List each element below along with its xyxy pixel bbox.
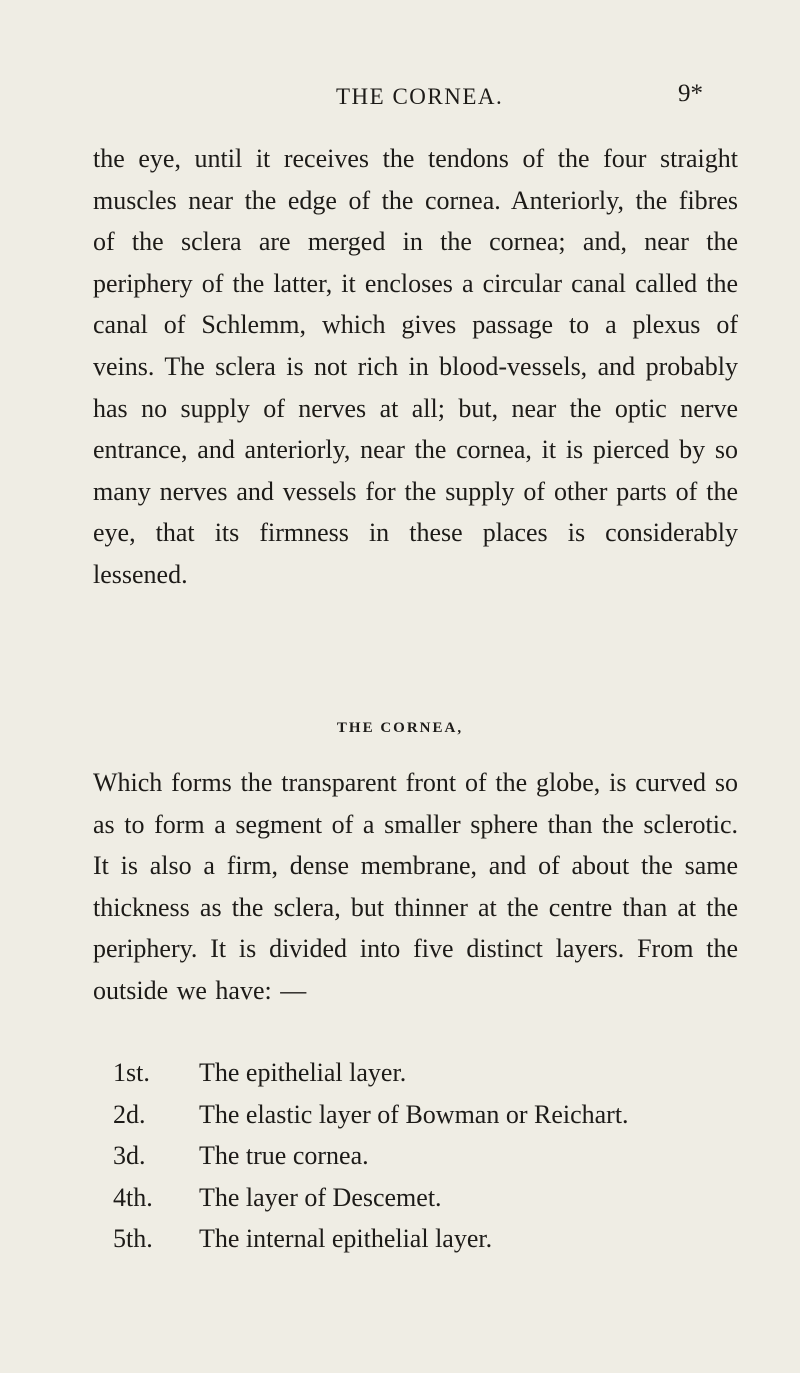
- layer-description: The elastic layer of Bowman or Reichart.: [199, 1099, 629, 1129]
- layer-item: [113, 1052, 629, 1094]
- page-number: 9*: [678, 80, 703, 107]
- layer-item: [113, 1218, 629, 1260]
- layer-item: [113, 1135, 629, 1177]
- layer-item: [113, 1177, 629, 1219]
- layer-ordinal: 5th.: [113, 1224, 153, 1254]
- cornea-paragraph: Which forms the transparent front of the globe, is curved so as to form a segment of a smaller sphere than the sclerotic. It is also a firm, dense membrane, and of about the same thickness as the sclera, but thinner at the centre than at the periphery. It is divided into five distinct layers. From the outside we have: —: [93, 768, 738, 1005]
- section-heading-cornea: THE CORNEA,: [336, 720, 464, 736]
- running-head-title: THE CORNEA.: [336, 84, 504, 109]
- layer-description: The epithelial layer.: [199, 1058, 407, 1087]
- cornea-paragraph-block: [93, 762, 738, 1012]
- layer-description: The layer of Descemet.: [199, 1182, 442, 1212]
- layer-item: [113, 1094, 629, 1136]
- sclera-paragraph-block: [93, 138, 738, 596]
- layer-ordinal: 1st.: [113, 1058, 150, 1087]
- cornea-layer-list: [113, 1052, 629, 1260]
- layer-description: The true cornea.: [199, 1141, 369, 1171]
- layer-ordinal: 4th.: [113, 1182, 153, 1212]
- layer-ordinal: 2d.: [113, 1099, 146, 1129]
- layer-description: The internal epithelial layer.: [199, 1224, 493, 1254]
- layer-ordinal: 3d.: [113, 1141, 146, 1171]
- sclera-paragraph: the eye, until it receives the tendons of the four straight muscles near the edge of the cornea. Anteriorly, the fibres of the sclera are merged in the cornea; and, near the periphery of the latter, it encloses a circular canal called the canal of Schlemm, which gives passage to a plexus of veins. The sclera is not rich in blood-vessels, and probably has no supply of nerves at all; but, near the optic nerve entrance, and anteriorly, near the cornea, it is pierced by so many nerves and vessels for the supply of other parts of the eye, that its firmness in these places is considerably lessened.: [93, 144, 738, 589]
